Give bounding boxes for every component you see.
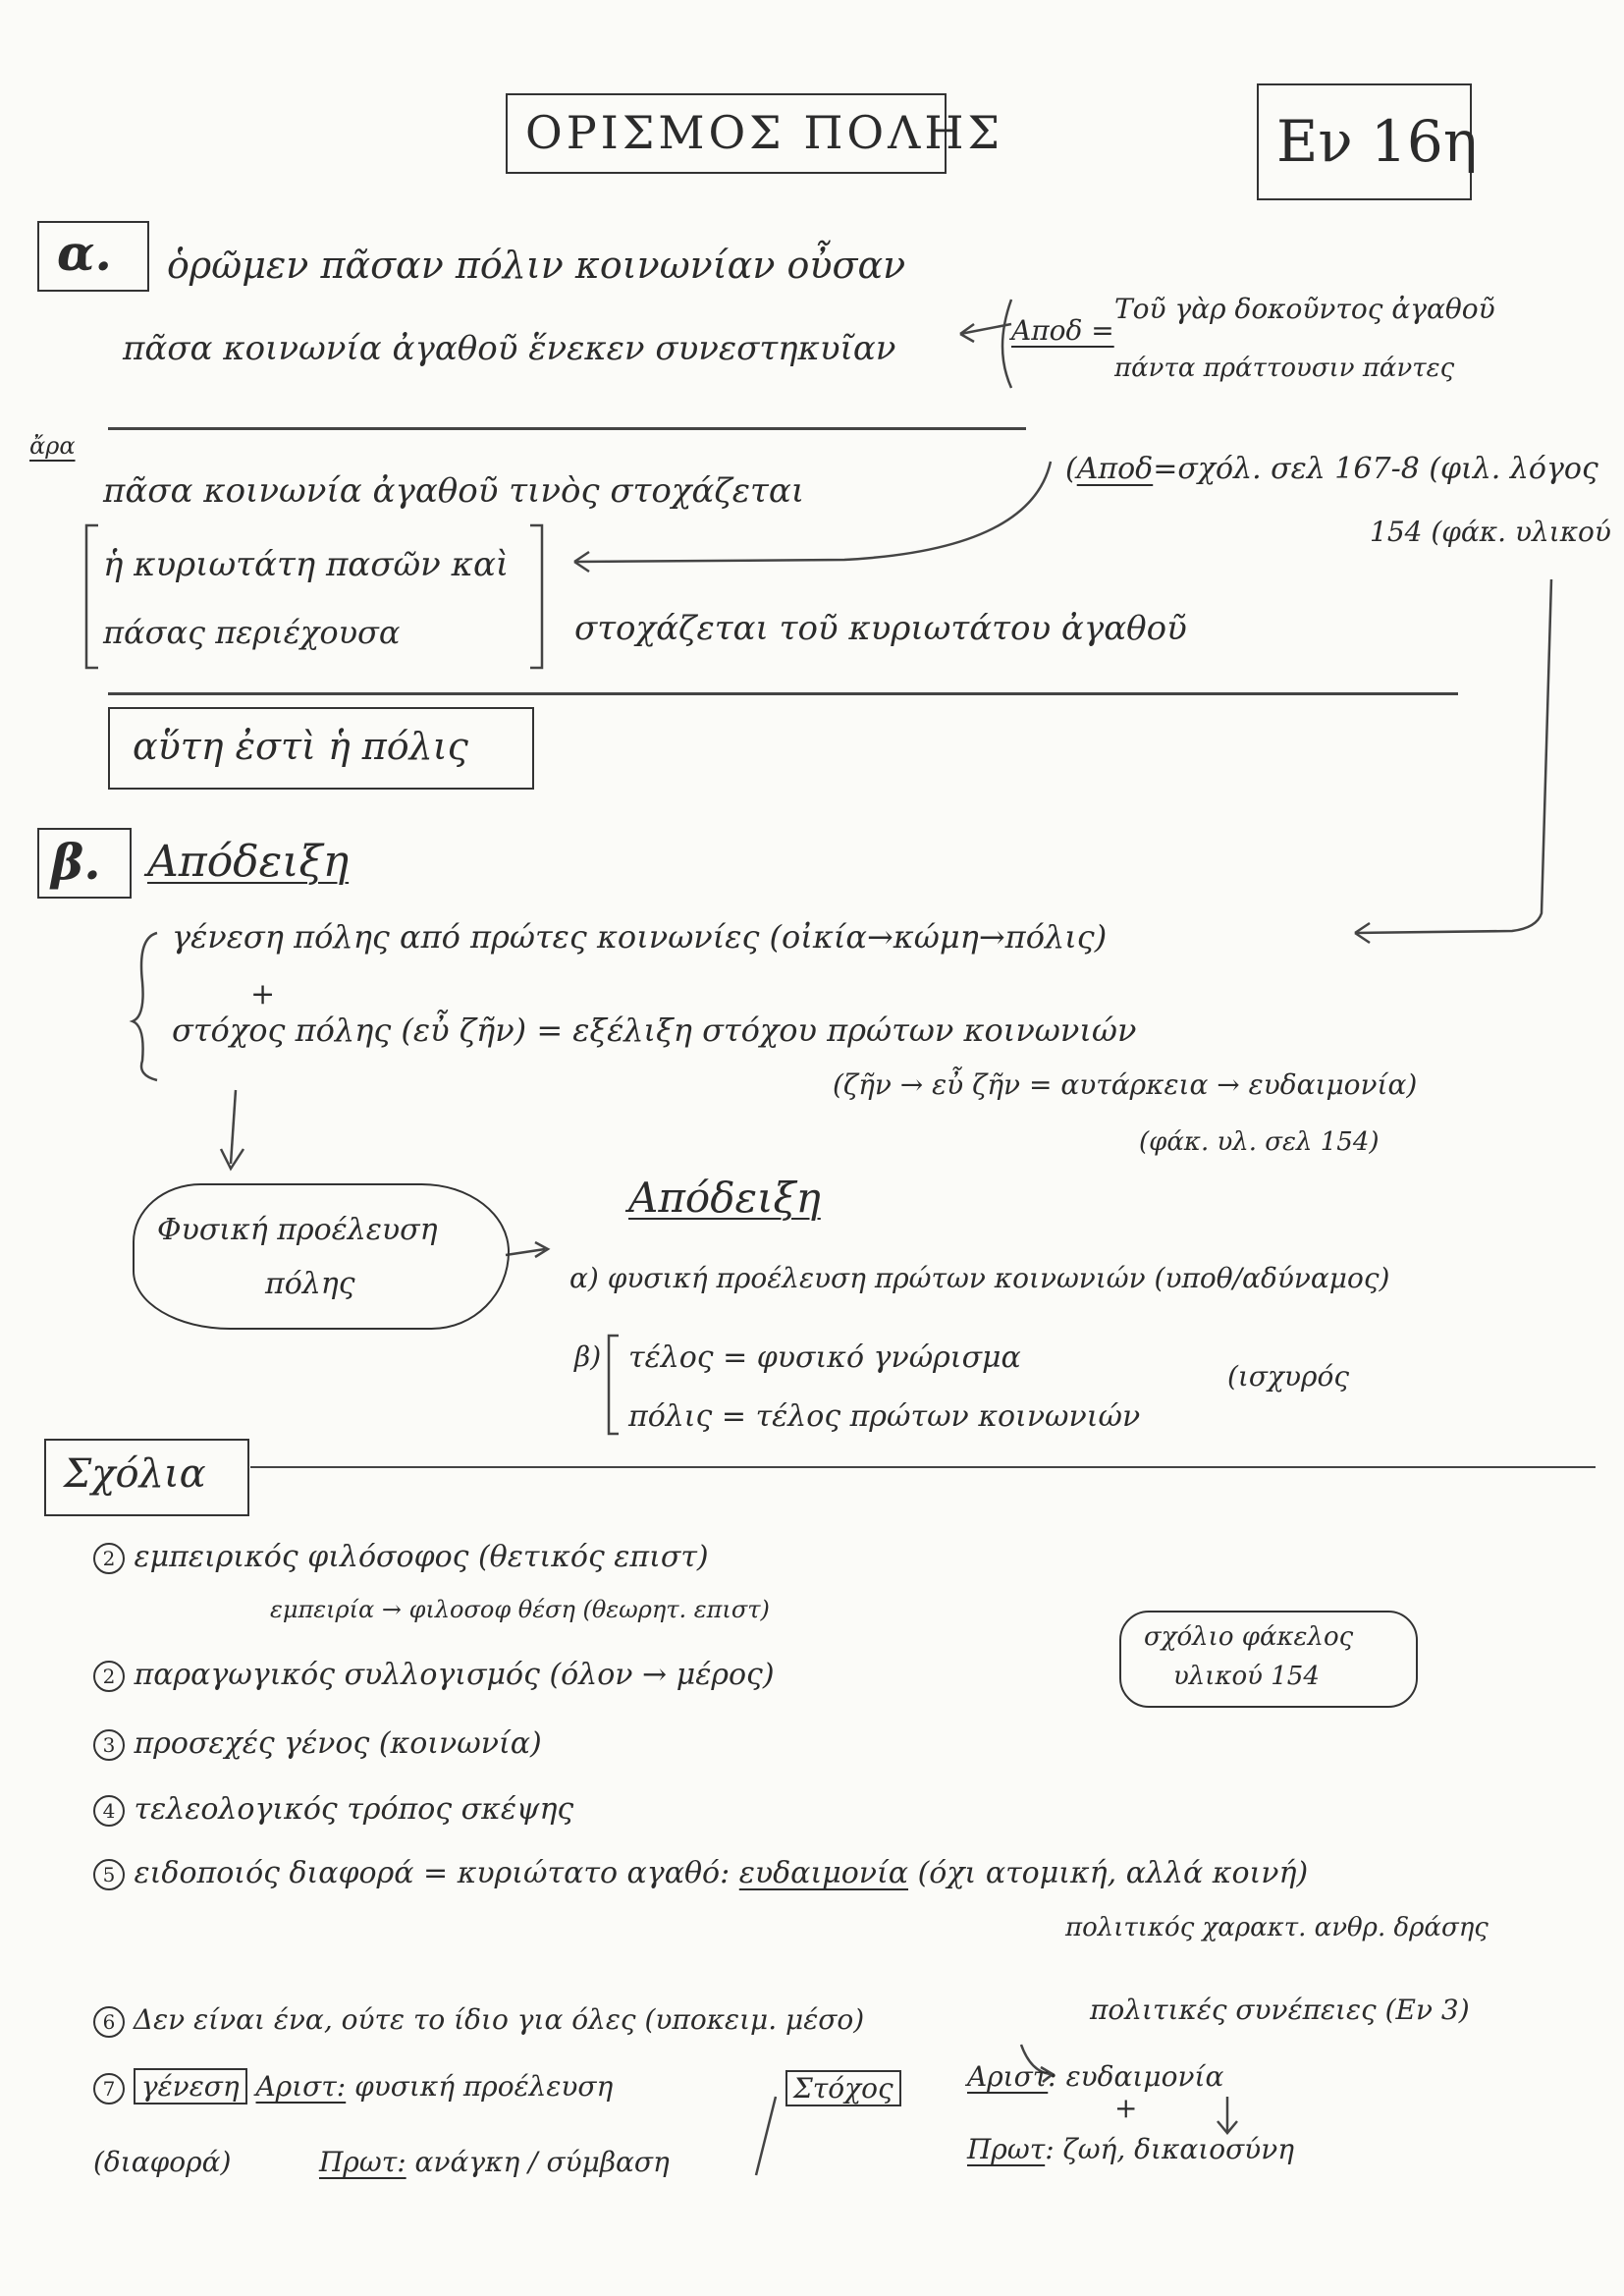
note-5d: πολιτικός χαρακτ. ανθρ. δράσης — [1065, 1913, 1489, 1942]
note-7-plus: + — [1114, 2092, 1138, 2124]
section-a-line-4: στοχάζεται τοῦ κυριωτάτου ἀγαθοῦ — [574, 609, 1187, 648]
proof-b-1: τέλος = φυσικό γνώρισμα — [628, 1340, 1021, 1375]
section-b-plus: + — [250, 977, 276, 1011]
note-7-genesi: γένεση — [134, 2068, 247, 2105]
section-b-title: Απόδειξη — [147, 837, 350, 887]
conclusion: αὕτη ἐστὶ ἡ πόλις — [133, 725, 468, 768]
bracket-line-1: ἡ κυριωτάτη πασῶν καὶ — [103, 545, 510, 584]
ref-text-2: 154 (φάκ. υλικού — [1370, 516, 1611, 548]
chapter-ref: Εν 16η — [1276, 108, 1478, 175]
note-7-prwt-1-label: Πρωτ: — [319, 2146, 406, 2178]
ara-label: ἄρα — [29, 432, 76, 460]
page-title: ΟΡΙΣΜΟΣ ΠΟΛΗΣ — [525, 106, 1004, 159]
apod-text-1: Τοῦ γὰρ δοκοῦντος ἀγαθοῦ — [1114, 293, 1495, 325]
side-note-2: υλικού 154 — [1173, 1662, 1320, 1691]
section-b-line-4: (φάκ. υλ. σελ 154) — [1139, 1127, 1380, 1157]
note-2-number: 2 — [93, 1661, 125, 1692]
ref-text-1: =σχόλ. σελ 167-8 (φιλ. λόγος — [1153, 452, 1598, 486]
note-5b-text: ευδαιμονία — [738, 1856, 909, 1890]
section-b-line-2: στόχος πόλης (εὖ ζῆν) = εξέλιξη στόχου πρώτων κοινωνιών — [172, 1011, 1137, 1049]
note-5-number: 5 — [93, 1859, 125, 1890]
proof-b-2: πόλις = τέλος πρώτων κοινωνιών — [628, 1399, 1141, 1434]
note-7-number: 7 — [93, 2073, 125, 2105]
note-1a — [93, 1540, 709, 1574]
note-5 — [93, 1856, 1308, 1890]
note-3 — [93, 1726, 542, 1761]
note-6-text: Δεν είναι ένα, ούτε το ίδιο για όλες (υποκειμ. μέσο) — [133, 2003, 865, 2036]
note-4-number: 4 — [93, 1795, 125, 1827]
cloud-shape — [133, 1183, 510, 1330]
proof-title: Απόδειξη — [628, 1174, 821, 1222]
section-b-line-3: (ζῆν → εὖ ζῆν = αυτάρκεια → ευδαιμονία) — [833, 1068, 1418, 1101]
note-7-arist-2 — [967, 2060, 1223, 2093]
note-6 — [93, 2003, 864, 2038]
scholia-title: Σχόλια — [64, 1451, 206, 1497]
divider-2 — [108, 692, 1458, 695]
section-a-marker: α. — [57, 224, 112, 282]
section-b-line-1: γένεση πόλης από πρώτες κοινωνίες (οἰκία→κώμη→πόλις) — [172, 918, 1108, 956]
apod-text-2-body: πάντα πράττουσιν πάντες — [1114, 354, 1455, 383]
note-4-text: τελεολογικός τρόπος σκέψης — [134, 1792, 574, 1827]
note-3-number: 3 — [93, 1729, 125, 1761]
note-1-number: 2 — [93, 1543, 125, 1574]
apod-label — [1011, 314, 1114, 347]
note-6-number: 6 — [93, 2006, 125, 2038]
apod-text-2 — [1114, 354, 1454, 383]
section-a-line-2: πᾶσα κοινωνία ἀγαθοῦ ἕνεκεν συνεστηκυῖαν — [123, 329, 896, 368]
note-7-arist-2-text: : ευδαιμονία — [1048, 2060, 1224, 2093]
note-2 — [93, 1658, 775, 1692]
cloud-text-1: Φυσική προέλευση — [157, 1213, 438, 1247]
note-2-text: παραγωγικός συλλογισμός (όλον → μέρος) — [134, 1658, 775, 1692]
side-note-1: σχόλιο φάκελος — [1144, 1622, 1354, 1652]
apod-label-text: Αποδ = — [1011, 314, 1114, 347]
note-7-prwt-2-label: Πρωτ — [967, 2133, 1046, 2165]
note-7-prwt-1 — [319, 2146, 670, 2178]
ref-note-1: (Αποδ=σχόλ. σελ 167-8 (φιλ. λόγος — [1065, 452, 1598, 486]
note-7-stoxos: Στόχος — [785, 2070, 901, 2106]
divider-1 — [108, 427, 1026, 430]
proof-b-note: (ισχυρός — [1227, 1360, 1350, 1393]
note-7-diafora: (διαφορά) — [93, 2146, 232, 2178]
note-5a-text: ειδοποιός διαφορά = κυριώτατο αγαθό: — [134, 1856, 731, 1890]
section-a-line-1: ὁρῶμεν πᾶσαν πόλιν κοινωνίαν οὖσαν — [167, 244, 906, 287]
note-5c-text: (όχι ατομική, αλλά κοινή) — [917, 1856, 1309, 1890]
note-7 — [93, 2070, 613, 2105]
note-7-arist-1-text: φυσική προέλευση — [354, 2070, 614, 2103]
ref-label: Αποδ — [1076, 452, 1154, 486]
section-a-line-3: πᾶσα κοινωνία ἀγαθοῦ τινὸς στοχάζεται — [103, 471, 805, 511]
proof-b-label: β) — [574, 1340, 602, 1373]
proof-a: α) φυσική προέλευση πρώτων κοινωνιών (υποθ/αδύναμος) — [569, 1262, 1390, 1294]
note-7-arist-2-label: Αριστ — [967, 2060, 1049, 2093]
cloud-text-2: πόλης — [265, 1267, 355, 1301]
note-7-prwt-1-text: ανάγκη / σύμβαση — [414, 2146, 670, 2178]
note-7-prwt-2 — [967, 2133, 1294, 2165]
note-1a-text: εμπειρικός φιλόσοφος (θετικός επιστ) — [134, 1540, 709, 1574]
note-4 — [93, 1792, 573, 1827]
note-7-prwt-2-text: : ζωή, δικαιοσύνη — [1045, 2133, 1294, 2165]
divider-3 — [250, 1466, 1596, 1468]
note-5e: πολιτικές συνέπειες (Εν 3) — [1090, 1994, 1470, 2026]
note-3-text: προσεχές γένος (κοινωνία) — [134, 1726, 542, 1761]
section-b-marker: β. — [51, 833, 101, 891]
bracket-line-2: πάσας περιέχουσα — [103, 614, 401, 651]
note-7-arist-1: Αριστ: — [255, 2070, 347, 2103]
note-1b: εμπειρία → φιλοσοφ θέση (θεωρητ. επιστ) — [270, 1596, 770, 1623]
